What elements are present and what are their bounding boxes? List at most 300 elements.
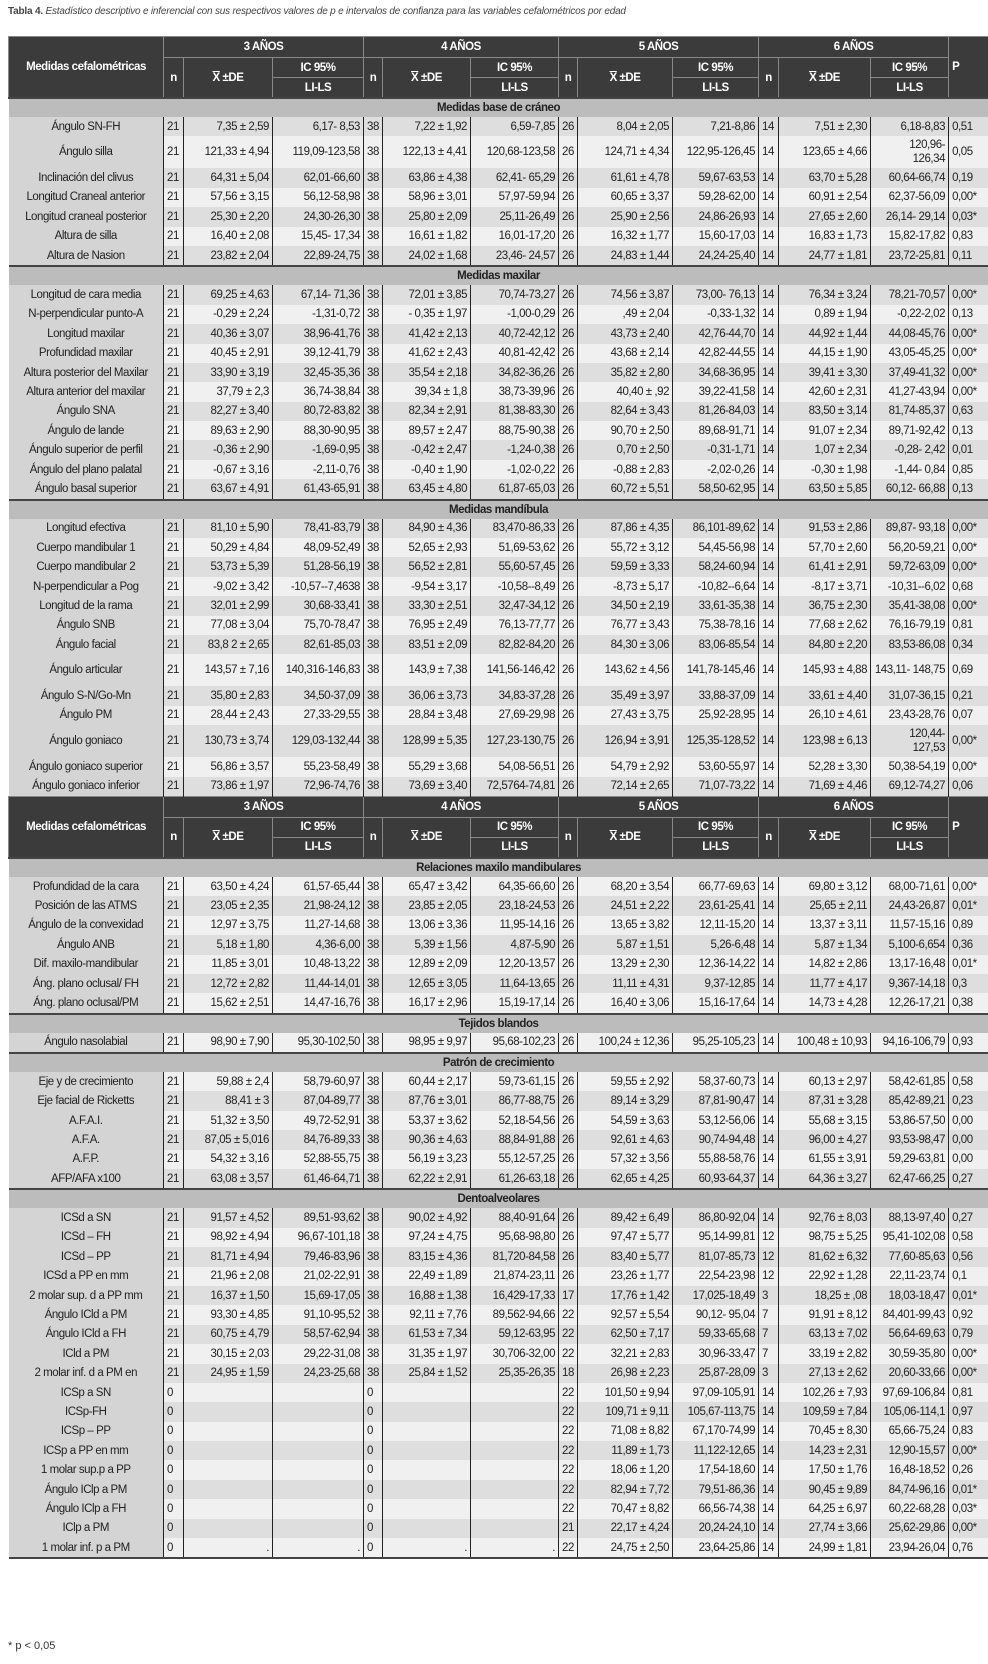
n-4: 38 [364, 725, 383, 757]
ci-3 [273, 1422, 364, 1441]
ci-5: 58,37-60,73 [673, 1072, 759, 1091]
mean-sd-4: 122,13 ± 4,41 [383, 136, 471, 168]
ci-4 [471, 1441, 559, 1460]
mean-sd-6: 109,59 ± 7,84 [779, 1402, 871, 1421]
ci-6: -0,28- 2,42 [871, 440, 949, 459]
mean-sd-6: 91,07 ± 2,34 [779, 421, 871, 440]
mean-symbol: $\overline{X}$ [212, 831, 220, 844]
mean-sd-3: 77,08 ± 3,04 [184, 616, 273, 635]
age-header: 4 AÑOS [364, 796, 559, 817]
n-4: 38 [364, 654, 383, 686]
n-3: 21 [164, 1150, 184, 1169]
ci-6: 58,42-61,85 [871, 1072, 949, 1091]
p-value: 0,81 [949, 616, 988, 635]
ci-5: 81,07-85,73 [673, 1247, 759, 1266]
mean-sd-6: 63,70 ± 5,28 [779, 168, 871, 187]
n-5: 26 [559, 168, 578, 187]
mean-sd-4: 12,65 ± 3,05 [383, 974, 471, 993]
ci-6: 59,72-63,09 [871, 557, 949, 576]
p-value: 0,58 [949, 1228, 988, 1247]
section-row [9, 1053, 988, 1072]
n-5: 26 [559, 1169, 578, 1189]
ci-4: 25,11-26,49 [471, 207, 559, 226]
n-3: 21 [164, 955, 184, 974]
mean-sd-6: 63,50 ± 5,85 [779, 479, 871, 499]
n-3: 21 [164, 117, 184, 136]
sd-symbol: ±DE [816, 71, 840, 84]
mean-sd-6: 5,87 ± 1,34 [779, 935, 871, 954]
ci-5: 53,12-56,06 [673, 1111, 759, 1130]
measure-name: Ángulo SNB [9, 616, 164, 635]
mean-sd-4: 62,22 ± 2,91 [383, 1169, 471, 1189]
ci-6: 88,13-97,40 [871, 1208, 949, 1227]
n-3: 21 [164, 616, 184, 635]
n-3: 21 [164, 577, 184, 596]
table-row [9, 955, 988, 974]
section-title: Medidas mandíbula [9, 500, 988, 519]
n-3: 21 [164, 654, 184, 686]
p-value: 0,85 [949, 460, 988, 479]
measure-name: ICSd a SN [9, 1208, 164, 1227]
n-4: 38 [364, 616, 383, 635]
mean-sd-4: -9,54 ± 3,17 [383, 577, 471, 596]
mean-sd-4: 53,37 ± 3,62 [383, 1111, 471, 1130]
n-6: 14 [759, 757, 779, 776]
n-4: 38 [364, 117, 383, 136]
ci-3: 129,03-132,44 [273, 725, 364, 757]
mean-sd-4: 16,88 ± 1,38 [383, 1286, 471, 1305]
n-5: 26 [559, 686, 578, 705]
mean-sd-4: 87,76 ± 3,01 [383, 1091, 471, 1110]
mean-sd-3: -9,02 ± 3,42 [184, 577, 273, 596]
ci-3: 30,68-33,41 [273, 596, 364, 615]
n-5: 26 [559, 654, 578, 686]
mean-sd-4: 72,01 ± 3,85 [383, 285, 471, 304]
n-5: 26 [559, 935, 578, 954]
n-5: 26 [559, 757, 578, 776]
n-5: 26 [559, 877, 578, 896]
n-5: 22 [559, 1402, 578, 1421]
n-header: n [559, 58, 578, 99]
statistics-table [8, 36, 988, 1559]
p-header: P [949, 796, 988, 858]
ic-header: IC 95% [273, 58, 364, 78]
mean-sd-6: 91,91 ± 8,12 [779, 1305, 871, 1324]
mean-sd-3: 87,05 ± 5,016 [184, 1130, 273, 1149]
mean-sd-3: 5,18 ± 1,80 [184, 935, 273, 954]
mean-sd-3: 51,32 ± 3,50 [184, 1111, 273, 1130]
measure-name: ICSp – PP [9, 1422, 164, 1441]
ci-3: 55,23-58,49 [273, 757, 364, 776]
mean-sd-5: 0,70 ± 2,50 [578, 440, 673, 459]
table-row [9, 344, 988, 363]
n-6: 14 [759, 1441, 779, 1460]
ci-4: 51,69-53,62 [471, 538, 559, 557]
measure-name: Dif. maxilo-mandibular [9, 955, 164, 974]
mean-sd-4: 35,54 ± 2,18 [383, 363, 471, 382]
mean-sd-4: 25,84 ± 1,52 [383, 1364, 471, 1383]
n-5: 26 [559, 896, 578, 915]
n-4: 38 [364, 538, 383, 557]
mean-sd-4 [383, 1383, 471, 1402]
mean-sd-4: 61,53 ± 7,34 [383, 1325, 471, 1344]
ci-4: 95,68-102,23 [471, 1033, 559, 1053]
n-4: 38 [364, 916, 383, 935]
ci-6: 43,05-45,25 [871, 344, 949, 363]
ci-4: 40,72-42,12 [471, 324, 559, 343]
ci-4: 38,73-39,96 [471, 382, 559, 401]
ci-4: 54,08-56,51 [471, 757, 559, 776]
p-value: 0,27 [949, 1208, 988, 1227]
ci-5: 11,122-12,65 [673, 1441, 759, 1460]
measure-name: Cuerpo mandibular 1 [9, 538, 164, 557]
n-6: 14 [759, 363, 779, 382]
n-4: 38 [364, 577, 383, 596]
n-3: 0 [164, 1499, 184, 1518]
mean-sd-5: 70,47 ± 8,82 [578, 1499, 673, 1518]
ci-4: 52,18-54,56 [471, 1111, 559, 1130]
p-value: 0,00* [949, 557, 988, 576]
table-row [9, 635, 988, 654]
n-5: 26 [559, 1091, 578, 1110]
ic-header: IC 95% [471, 817, 559, 837]
ci-4: 86,77-88,75 [471, 1091, 559, 1110]
ci-6: -10,31--6,02 [871, 577, 949, 596]
n-5: 26 [559, 635, 578, 654]
mean-sd-6: 22,92 ± 1,28 [779, 1267, 871, 1286]
ci-4: 59,73-61,15 [471, 1072, 559, 1091]
n-3: 21 [164, 1325, 184, 1344]
n-3: 21 [164, 757, 184, 776]
mean-sd-6: 91,53 ± 2,86 [779, 519, 871, 538]
ci-4: 62,41- 65,29 [471, 168, 559, 187]
mean-sd-3: 98,90 ± 7,90 [184, 1033, 273, 1053]
n-6: 14 [759, 1499, 779, 1518]
ci-4: 81,38-83,30 [471, 402, 559, 421]
measure-name: ICSp-FH [9, 1402, 164, 1421]
n-4: 38 [364, 1228, 383, 1247]
n-5: 26 [559, 1072, 578, 1091]
n-3: 21 [164, 440, 184, 459]
mean-sd-6: 52,28 ± 3,30 [779, 757, 871, 776]
mean-sd-header [184, 58, 273, 99]
ci-4: 61,87-65,03 [471, 479, 559, 499]
table-row [9, 1538, 988, 1558]
table-row [9, 896, 988, 915]
ci-6: 6,18-8,83 [871, 117, 949, 136]
ci-6: 85,42-89,21 [871, 1091, 949, 1110]
table-row [9, 1499, 988, 1518]
n-6: 14 [759, 1169, 779, 1189]
ci-3: 89,51-93,62 [273, 1208, 364, 1227]
mean-sd-3 [184, 1383, 273, 1402]
ci-3: 61,43-65,91 [273, 479, 364, 499]
n-5: 26 [559, 207, 578, 226]
mean-sd-4: 7,22 ± 1,92 [383, 117, 471, 136]
ci-5: 89,68-91,71 [673, 421, 759, 440]
measure-name: Ángulo basal superior [9, 479, 164, 499]
measure-name: Longitud efectiva [9, 519, 164, 538]
p-value: 0,3 [949, 974, 988, 993]
n-5: 26 [559, 440, 578, 459]
mean-sd-6: 64,25 ± 6,97 [779, 1499, 871, 1518]
measure-name: Eje y de crecimiento [9, 1072, 164, 1091]
mean-sd-4: 5,39 ± 1,56 [383, 935, 471, 954]
ci-3: 15,69-17,05 [273, 1286, 364, 1305]
ci-5: 141,78-145,46 [673, 654, 759, 686]
mean-sd-6: 18,25 ± ,08 [779, 1286, 871, 1305]
measure-name: Ángulo ICld a PM [9, 1305, 164, 1324]
p-value: 0,01 [949, 440, 988, 459]
n-3: 21 [164, 188, 184, 207]
mean-sd-5: 35,49 ± 3,97 [578, 686, 673, 705]
measure-name: A.F.A. [9, 1130, 164, 1149]
n-4: 38 [364, 974, 383, 993]
n-4: 38 [364, 1150, 383, 1169]
ci-4: 23,18-24,53 [471, 896, 559, 915]
mean-sd-5: 62,50 ± 7,17 [578, 1325, 673, 1344]
n-6: 14 [759, 1072, 779, 1091]
sd-symbol: ±DE [816, 831, 840, 844]
ci-6: 77,60-85,63 [871, 1247, 949, 1266]
mean-sd-5: 82,64 ± 3,43 [578, 402, 673, 421]
n-4: 38 [364, 421, 383, 440]
n-4: 38 [364, 1286, 383, 1305]
table-row [9, 1344, 988, 1363]
ci-4: 95,68-98,80 [471, 1228, 559, 1247]
mean-sd-3: 11,85 ± 3,01 [184, 955, 273, 974]
mean-sd-5: 109,71 ± 9,11 [578, 1402, 673, 1421]
ci-4: 141,56-146,42 [471, 654, 559, 686]
n-3: 21 [164, 557, 184, 576]
section-row [9, 266, 988, 285]
ci-5: 12,11-15,20 [673, 916, 759, 935]
mean-symbol: $\overline{X}$ [809, 71, 817, 84]
mean-sd-3: 30,15 ± 2,03 [184, 1344, 273, 1363]
table-row [9, 654, 988, 686]
mean-sd-6: 57,70 ± 2,60 [779, 538, 871, 557]
n-5: 22 [559, 1422, 578, 1441]
mean-sd-5: 43,73 ± 2,40 [578, 324, 673, 343]
ci-3: 15,45- 17,34 [273, 227, 364, 246]
mean-sd-4: 83,51 ± 2,09 [383, 635, 471, 654]
table-row [9, 382, 988, 401]
measure-name: ICld a PM [9, 1344, 164, 1363]
table-row [9, 1111, 988, 1130]
mean-sd-4 [383, 1499, 471, 1518]
mean-sd-5: 57,32 ± 3,56 [578, 1150, 673, 1169]
ci-5: 73,00- 76,13 [673, 285, 759, 304]
n-3: 21 [164, 519, 184, 538]
ci-4: -1,02-0,22 [471, 460, 559, 479]
ci-3: 61,46-64,71 [273, 1169, 364, 1189]
ci-6: 83,53-86,08 [871, 635, 949, 654]
n-6: 14 [759, 1383, 779, 1402]
mean-sd-5: 90,70 ± 2,50 [578, 421, 673, 440]
measure-name: IClp a PM [9, 1519, 164, 1538]
n-3: 0 [164, 1480, 184, 1499]
ci-4 [471, 1480, 559, 1499]
range-header: LI-LS [673, 837, 759, 858]
mean-sd-4: 16,17 ± 2,96 [383, 993, 471, 1013]
ci-3 [273, 1383, 364, 1402]
n-5: 26 [559, 557, 578, 576]
ci-3 [273, 1441, 364, 1460]
ci-6: 25,62-29,86 [871, 1519, 949, 1538]
ci-5: 125,35-128,52 [673, 725, 759, 757]
ci-6: 76,16-79,19 [871, 616, 949, 635]
mean-sd-3: 33,90 ± 3,19 [184, 363, 273, 382]
ci-6: 24,43-26,87 [871, 896, 949, 915]
ci-3: 34,50-37,09 [273, 686, 364, 705]
p-value: 0,00* [949, 344, 988, 363]
sd-symbol: ±DE [418, 831, 442, 844]
mean-sd-6: 0,89 ± 1,94 [779, 305, 871, 324]
ci-4: 64,35-66,60 [471, 877, 559, 896]
ci-5: 42,76-44,70 [673, 324, 759, 343]
caption-label: Tabla 4. [8, 6, 43, 17]
n-4: 38 [364, 305, 383, 324]
ci-4: 32,47-34,12 [471, 596, 559, 615]
mean-sd-3: 15,62 ± 2,51 [184, 993, 273, 1013]
mean-sd-3: 25,30 ± 2,20 [184, 207, 273, 226]
n-6: 14 [759, 777, 779, 797]
mean-sd-3 [184, 1480, 273, 1499]
measure-name: Altura de silla [9, 227, 164, 246]
p-value: 0,34 [949, 635, 988, 654]
p-value: 0,13 [949, 421, 988, 440]
ci-5: 95,25-105,23 [673, 1033, 759, 1053]
ci-3: 58,79-60,97 [273, 1072, 364, 1091]
ci-4: 88,84-91,88 [471, 1130, 559, 1149]
table-row [9, 1422, 988, 1441]
n-5: 26 [559, 1150, 578, 1169]
ci-5: 59,67-63,53 [673, 168, 759, 187]
ci-6: 94,16-106,79 [871, 1033, 949, 1053]
ci-4: 23,46- 24,57 [471, 246, 559, 266]
ci-4: 11,64-13,65 [471, 974, 559, 993]
mean-sd-5: 143,62 ± 4,56 [578, 654, 673, 686]
n-3: 0 [164, 1538, 184, 1558]
table-row [9, 1091, 988, 1110]
ci-3: 4,36-6,00 [273, 935, 364, 954]
ci-6: 60,64-66,74 [871, 168, 949, 187]
n-5: 26 [559, 993, 578, 1013]
ci-3: 14,47-16,76 [273, 993, 364, 1013]
mean-sd-6: 90,45 ± 9,89 [779, 1480, 871, 1499]
mean-sd-5: 13,29 ± 2,30 [578, 955, 673, 974]
header-row-ages [9, 37, 988, 58]
mean-sd-6: 25,65 ± 2,11 [779, 896, 871, 915]
n-5: 18 [559, 1364, 578, 1383]
n-5: 26 [559, 460, 578, 479]
table-caption [8, 6, 626, 17]
ci-5: 30,96-33,47 [673, 1344, 759, 1363]
ci-4: 82,82-84,20 [471, 635, 559, 654]
ci-6: 81,74-85,37 [871, 402, 949, 421]
p-value: 0,00* [949, 596, 988, 615]
mean-sd-6: 42,60 ± 2,31 [779, 382, 871, 401]
n-6: 14 [759, 1130, 779, 1149]
mean-sd-5: 54,79 ± 2,92 [578, 757, 673, 776]
ci-5: 23,64-25,86 [673, 1538, 759, 1558]
mean-sd-5: 124,71 ± 4,34 [578, 136, 673, 168]
mean-sd-5: 62,65 ± 4,25 [578, 1169, 673, 1189]
mean-sd-3: 40,45 ± 2,91 [184, 344, 273, 363]
table-row [9, 1460, 988, 1479]
ci-5: 58,50-62,95 [673, 479, 759, 499]
ci-3: 6,17- 8,53 [273, 117, 364, 136]
p-value: 0,13 [949, 479, 988, 499]
ci-3 [273, 1402, 364, 1421]
ic-header: IC 95% [673, 817, 759, 837]
age-header: 4 AÑOS [364, 37, 559, 58]
measure-name: Posición de las ATMS [9, 896, 164, 915]
n-6: 14 [759, 1460, 779, 1479]
mean-sd-6: 39,41 ± 3,30 [779, 363, 871, 382]
mean-sd-3: 37,79 ± 2,3 [184, 382, 273, 401]
n-4: 38 [364, 757, 383, 776]
measure-name: ICSd a PP en mm [9, 1267, 164, 1286]
table-row [9, 421, 988, 440]
mean-sd-4: 143,9 ± 7,38 [383, 654, 471, 686]
measure-name: Áng. plano oclusal/PM [9, 993, 164, 1013]
p-value: 0,00 [949, 1111, 988, 1130]
p-value: 0,56 [949, 1247, 988, 1266]
sd-symbol: ±DE [219, 831, 244, 844]
ci-6: 11,57-15,16 [871, 916, 949, 935]
ci-6: 78,21-70,57 [871, 285, 949, 304]
ci-6: 50,38-54,19 [871, 757, 949, 776]
mean-sd-5: 40,40 ± ,92 [578, 382, 673, 401]
table-row [9, 1325, 988, 1344]
caption-text: Estadístico descriptivo e inferencial con sus respectivos valores de p e intervalos de confianza para las variables cefalométricos por edad [45, 6, 626, 17]
ci-3: -1,69-0,95 [273, 440, 364, 459]
n-4: 38 [364, 955, 383, 974]
n-3: 21 [164, 285, 184, 304]
mean-sd-5: 60,72 ± 5,51 [578, 479, 673, 499]
mean-sd-3: 7,35 ± 2,59 [184, 117, 273, 136]
p-value: 0,92 [949, 1305, 988, 1324]
mean-sd-3: 89,63 ± 2,90 [184, 421, 273, 440]
mean-sd-6: 24,99 ± 1,81 [779, 1538, 871, 1558]
ci-4: 27,69-29,98 [471, 706, 559, 725]
ci-6: 41,27-43,94 [871, 382, 949, 401]
table-row [9, 1072, 988, 1091]
measure-name: Ángulo del plano palatal [9, 460, 164, 479]
ci-4: 59,12-63,95 [471, 1325, 559, 1344]
mean-sd-5: -0,88 ± 2,83 [578, 460, 673, 479]
ci-4: 16,01-17,20 [471, 227, 559, 246]
n-4: 0 [364, 1460, 383, 1479]
table-row [9, 1383, 988, 1402]
mean-sd-6: 61,41 ± 2,91 [779, 557, 871, 576]
mean-sd-header [184, 817, 273, 858]
mean-sd-5: 5,87 ± 1,51 [578, 935, 673, 954]
ci-3: 95,30-102,50 [273, 1033, 364, 1053]
mean-sd-6: 44,15 ± 1,90 [779, 344, 871, 363]
n-6: 14 [759, 1111, 779, 1130]
mean-sd-4: 41,62 ± 2,43 [383, 344, 471, 363]
mean-sd-3 [184, 1460, 273, 1479]
ci-5: 39,22-41,58 [673, 382, 759, 401]
ci-3: . [273, 1538, 364, 1558]
ci-6: 31,07-36,15 [871, 686, 949, 705]
section-row [9, 500, 988, 519]
p-value: 0,01* [949, 1480, 988, 1499]
ci-5: 33,61-35,38 [673, 596, 759, 615]
table-row [9, 596, 988, 615]
